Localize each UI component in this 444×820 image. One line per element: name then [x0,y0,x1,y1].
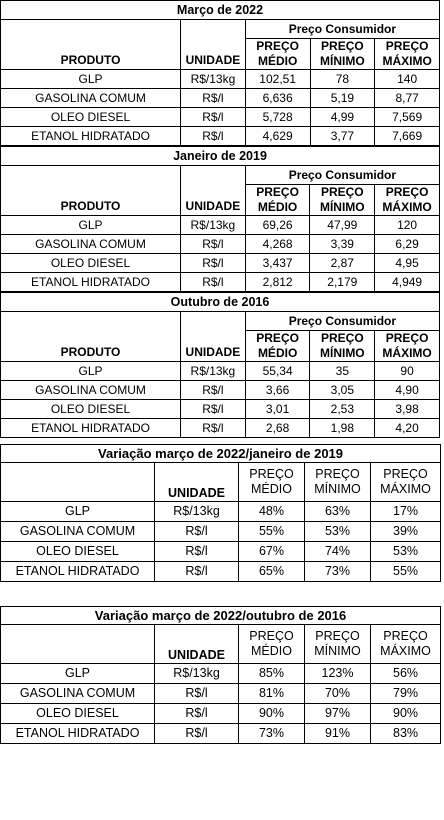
cell-produto: GLP [1,362,181,381]
header-preco-minimo: PREÇO MÍNIMO [310,185,375,216]
price-table-oct-2016 [0,292,440,438]
cell-maximo: 4,20 [375,419,440,438]
group-header: Preço Consumidor [245,312,439,331]
cell-medio: 2,68 [245,419,310,438]
table-row [1,664,441,684]
header-produto: PRODUTO [1,20,181,70]
table-row [1,381,440,400]
cell-minimo: 3,05 [310,381,375,400]
cell-maximo: 56% [371,664,441,684]
header-unidade: UNIDADE [181,166,246,216]
cell-minimo: 5,19 [310,89,375,108]
cell-produto: OLEO DIESEL [1,542,155,562]
cell-unidade: R$/l [181,89,246,108]
cell-maximo: 90% [371,704,441,724]
section-title: Outubro de 2016 [1,293,440,312]
cell-maximo: 17% [371,502,441,522]
cell-minimo: 1,98 [310,419,375,438]
cell-unidade: R$/13kg [181,70,246,89]
header-preco-medio: PREÇO MÉDIO [239,625,305,664]
cell-minimo: 35 [310,362,375,381]
cell-produto: OLEO DIESEL [1,704,155,724]
cell-produto: GLP [1,216,181,235]
header-unidade: UNIDADE [181,312,246,362]
cell-maximo: 7,669 [375,127,440,146]
table-row [1,254,440,273]
table-row [1,362,440,381]
cell-unidade: R$/13kg [155,502,239,522]
cell-maximo: 4,949 [375,273,440,292]
cell-maximo: 4,90 [375,381,440,400]
table-row [1,108,440,127]
cell-minimo: 4,99 [310,108,375,127]
cell-minimo: 63% [305,502,371,522]
cell-unidade: R$/l [155,724,239,744]
cell-maximo: 79% [371,684,441,704]
header-preco-maximo: PREÇO MÁXIMO [375,331,440,362]
cell-maximo: 140 [375,70,440,89]
cell-produto: ETANOL HIDRATADO [1,419,181,438]
header-preco-minimo: PREÇO MÍNIMO [305,463,371,502]
price-table-jan-2019 [0,146,440,292]
cell-minimo: 91% [305,724,371,744]
cell-medio: 3,437 [245,254,310,273]
cell-unidade: R$/13kg [181,216,246,235]
cell-unidade: R$/13kg [155,664,239,684]
cell-medio: 73% [239,724,305,744]
cell-minimo: 2,87 [310,254,375,273]
section-title: Janeiro de 2019 [1,147,440,166]
cell-produto: GLP [1,664,155,684]
header-blank [1,463,155,502]
cell-maximo: 120 [375,216,440,235]
cell-medio: 3,01 [245,400,310,419]
cell-produto: GASOLINA COMUM [1,235,181,254]
cell-unidade: R$/l [155,522,239,542]
cell-minimo: 97% [305,704,371,724]
cell-unidade: R$/l [155,684,239,704]
cell-unidade: R$/l [181,127,246,146]
price-table-mar-2022 [0,0,440,146]
header-preco-medio: PREÇO MÉDIO [245,185,310,216]
group-header: Preço Consumidor [245,166,439,185]
header-preco-minimo: PREÇO MÍNIMO [310,331,375,362]
table-row [1,273,440,292]
cell-medio: 4,629 [245,127,310,146]
cell-produto: ETANOL HIDRATADO [1,273,181,292]
table-row [1,216,440,235]
cell-maximo: 53% [371,542,441,562]
cell-produto: ETANOL HIDRATADO [1,562,155,582]
header-unidade: UNIDADE [155,463,239,502]
variation-table-2022-vs-2019 [0,444,441,582]
cell-produto: OLEO DIESEL [1,254,181,273]
group-header: Preço Consumidor [245,20,439,39]
section-title: Março de 2022 [1,1,440,20]
cell-medio: 3,66 [245,381,310,400]
cell-minimo: 53% [305,522,371,542]
cell-maximo: 7,569 [375,108,440,127]
cell-produto: GASOLINA COMUM [1,381,181,400]
table-row [1,235,440,254]
cell-produto: GASOLINA COMUM [1,522,155,542]
cell-produto: OLEO DIESEL [1,108,181,127]
cell-medio: 2,812 [245,273,310,292]
cell-produto: ETANOL HIDRATADO [1,724,155,744]
cell-medio: 55,34 [245,362,310,381]
header-preco-minimo: PREÇO MÍNIMO [310,39,375,70]
cell-maximo: 55% [371,562,441,582]
cell-produto: OLEO DIESEL [1,400,181,419]
cell-medio: 85% [239,664,305,684]
cell-unidade: R$/l [181,400,246,419]
header-preco-maximo: PREÇO MÁXIMO [371,625,441,664]
cell-medio: 5,728 [245,108,310,127]
table-row [1,89,440,108]
cell-maximo: 3,98 [375,400,440,419]
cell-medio: 55% [239,522,305,542]
cell-maximo: 90 [375,362,440,381]
cell-unidade: R$/l [181,273,246,292]
table-row [1,684,441,704]
cell-minimo: 2,53 [310,400,375,419]
header-preco-maximo: PREÇO MÁXIMO [375,39,440,70]
header-preco-minimo: PREÇO MÍNIMO [305,625,371,664]
table-row [1,70,440,89]
cell-maximo: 6,29 [375,235,440,254]
variation-table-2022-vs-2016 [0,606,441,744]
cell-unidade: R$/l [155,542,239,562]
cell-unidade: R$/l [155,562,239,582]
cell-minimo: 73% [305,562,371,582]
cell-unidade: R$/l [181,108,246,127]
header-preco-maximo: PREÇO MÁXIMO [375,185,440,216]
cell-unidade: R$/l [155,704,239,724]
cell-minimo: 3,39 [310,235,375,254]
cell-minimo: 70% [305,684,371,704]
cell-produto: GLP [1,502,155,522]
cell-medio: 4,268 [245,235,310,254]
cell-medio: 48% [239,502,305,522]
cell-minimo: 47,99 [310,216,375,235]
header-blank [1,625,155,664]
table-row [1,562,441,582]
cell-maximo: 8,77 [375,89,440,108]
cell-maximo: 39% [371,522,441,542]
cell-unidade: R$/l [181,419,246,438]
cell-medio: 65% [239,562,305,582]
section-title: Variação março de 2022/outubro de 2016 [1,607,441,625]
cell-minimo: 3,77 [310,127,375,146]
table-row [1,400,440,419]
header-preco-medio: PREÇO MÉDIO [245,331,310,362]
cell-minimo: 123% [305,664,371,684]
cell-unidade: R$/l [181,254,246,273]
table-row [1,127,440,146]
cell-medio: 67% [239,542,305,562]
table-row [1,724,441,744]
cell-maximo: 83% [371,724,441,744]
table-row [1,542,441,562]
header-produto: PRODUTO [1,166,181,216]
cell-produto: GASOLINA COMUM [1,684,155,704]
cell-unidade: R$/l [181,235,246,254]
header-preco-medio: PREÇO MÉDIO [245,39,310,70]
cell-minimo: 78 [310,70,375,89]
table-row [1,502,441,522]
cell-unidade: R$/13kg [181,362,246,381]
spacer [0,582,442,606]
cell-produto: ETANOL HIDRATADO [1,127,181,146]
cell-medio: 81% [239,684,305,704]
header-produto: PRODUTO [1,312,181,362]
header-preco-maximo: PREÇO MÁXIMO [371,463,441,502]
cell-minimo: 74% [305,542,371,562]
table-row [1,704,441,724]
section-title: Variação março de 2022/janeiro de 2019 [1,445,441,463]
cell-medio: 90% [239,704,305,724]
cell-minimo: 2,179 [310,273,375,292]
cell-unidade: R$/l [181,381,246,400]
cell-produto: GLP [1,70,181,89]
header-unidade: UNIDADE [181,20,246,70]
table-row [1,419,440,438]
cell-medio: 69,26 [245,216,310,235]
cell-medio: 102,51 [245,70,310,89]
cell-produto: GASOLINA COMUM [1,89,181,108]
header-unidade: UNIDADE [155,625,239,664]
header-preco-medio: PREÇO MÉDIO [239,463,305,502]
cell-medio: 6,636 [245,89,310,108]
table-row [1,522,441,542]
cell-maximo: 4,95 [375,254,440,273]
